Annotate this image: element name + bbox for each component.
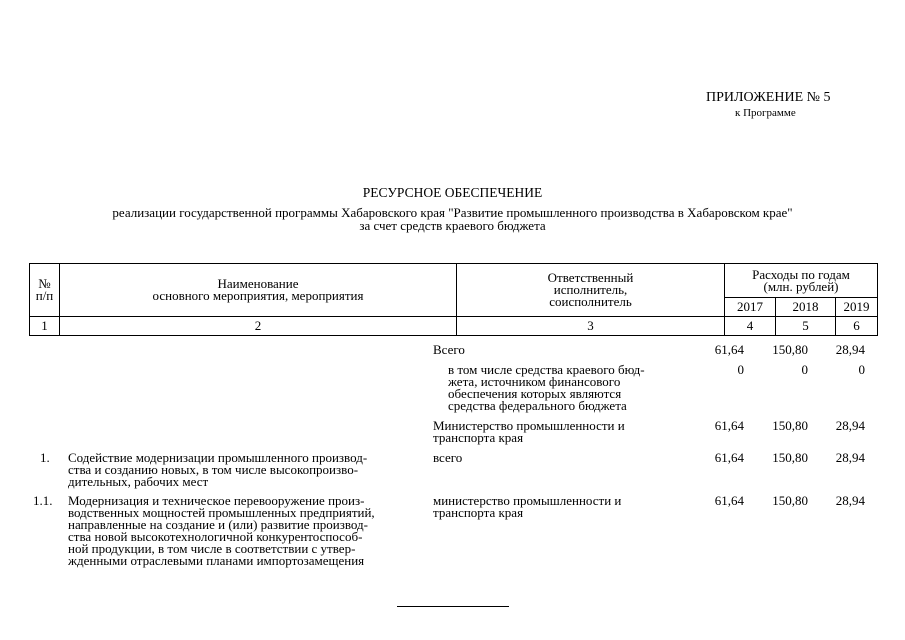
row-name: Модернизация и техническое перевооружение произ- водственных мощностей промышленных предприятий, направленные на создание и (или) развитие производ- ства новой высокотехнологичной конкурентоспособ- ной продукции, в том числе в соответствии с утвер- жденными отраслевыми планами импортозамещения bbox=[68, 493, 375, 568]
row-executor: Всего bbox=[433, 342, 465, 357]
row-value-2018: 150,80 bbox=[772, 418, 808, 433]
header-expenses: Расходы по годам (млн. рублей) bbox=[725, 264, 878, 298]
row-value-2017: 61,64 bbox=[714, 493, 744, 508]
column-number: 2 bbox=[60, 317, 457, 336]
column-number: 4 bbox=[725, 317, 776, 336]
header-year: 2017 bbox=[725, 298, 776, 317]
row-value-2019: 28,94 bbox=[835, 450, 865, 465]
row-value-2017: 61,64 bbox=[714, 450, 744, 465]
row-value-2018: 0 bbox=[801, 362, 808, 377]
row-name: Содействие модернизации промышленного производ- ства и созданию новых, в том числе высокопроизво- дительных, рабочих мест bbox=[68, 450, 368, 489]
header-executor: Ответственный исполнитель, соисполнитель bbox=[457, 264, 725, 317]
row-executor: Министерство промышленности и транспорта края bbox=[433, 418, 625, 445]
row-value-2018: 150,80 bbox=[772, 342, 808, 357]
row-value-2019: 28,94 bbox=[835, 418, 865, 433]
column-number: 3 bbox=[457, 317, 725, 336]
document-subtitle-line2: за счет средств краевого бюджета bbox=[359, 218, 546, 233]
header-name: Наименование основного мероприятия, мероприятия bbox=[60, 264, 457, 317]
row-value-2017: 61,64 bbox=[714, 342, 744, 357]
row-value-2018: 150,80 bbox=[772, 450, 808, 465]
document-title: РЕСУРСНОЕ ОБЕСПЕЧЕНИЕ bbox=[362, 185, 543, 200]
header-year: 2019 bbox=[836, 298, 878, 317]
table-header bbox=[29, 263, 878, 336]
appendix-title: ПРИЛОЖЕНИЕ № 5 bbox=[706, 90, 831, 105]
column-number: 6 bbox=[836, 317, 878, 336]
row-value-2019: 28,94 bbox=[835, 493, 865, 508]
column-number: 1 bbox=[30, 317, 60, 336]
column-number: 5 bbox=[776, 317, 836, 336]
row-executor: в том числе средства краевого бюд- жета, источником финансового обеспечения которых являются средства федерального бюджета bbox=[448, 362, 645, 413]
header-year: 2018 bbox=[776, 298, 836, 317]
row-value-2017: 0 bbox=[737, 362, 744, 377]
row-executor: министерство промышленности и транспорта края bbox=[433, 493, 622, 520]
row-num: 1. bbox=[40, 450, 50, 465]
header-num: № п/п bbox=[30, 264, 60, 317]
document-subtitle-line1: реализации государственной программы Хабаровского края "Развитие промышленного производства в Хабаровском крае" bbox=[112, 205, 793, 220]
row-value-2019: 28,94 bbox=[835, 342, 865, 357]
appendix-subtitle: к Программе bbox=[735, 107, 796, 119]
row-value-2017: 61,64 bbox=[714, 418, 744, 433]
footer-divider bbox=[397, 606, 509, 607]
row-executor: всего bbox=[433, 450, 463, 465]
row-num: 1.1. bbox=[33, 493, 53, 508]
row-value-2019: 0 bbox=[858, 362, 865, 377]
row-value-2018: 150,80 bbox=[772, 493, 808, 508]
